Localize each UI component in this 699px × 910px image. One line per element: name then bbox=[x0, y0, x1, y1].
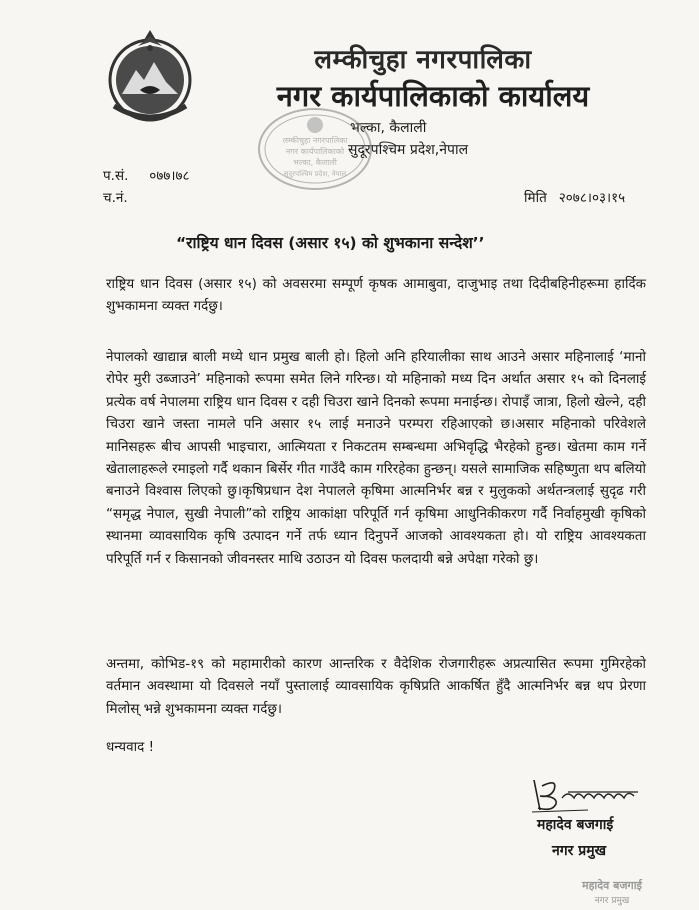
municipality-name: लम्कीचुहा नगरपालिका bbox=[314, 45, 532, 75]
paragraph-greeting: राष्ट्रिय धान दिवस (असार १५) को अवसरमा सम्पूर्ण कृषक आमाबुवा, दाजुभाइ तथा दिदीबहिनीहरूमा हार्दिक शुभकामना व्यक्त गर्दछु। bbox=[106, 276, 646, 315]
letter-subject: “राष्ट्रिय धान दिवस (असार १५) को शुभकाना सन्देश’’ bbox=[176, 234, 485, 252]
name-stamp bbox=[560, 878, 664, 908]
paragraph-closing: अन्तमा, कोभिड-१९ को महामारीको कारण आन्तरिक र वैदेशिक रोजगारीहरू अप्रत्यासित रूपमा गुमिरहेको वर्तमान अवस्थामा यो दिवसले नयाँ पुस्तालाई व्यावसायिक कृषिप्रति आकर्षित हुँदै आत्मनिर्भर बन्न थप प्रेरणा मिलोस् भन्ने शुभकामना व्यक्त गर्दछु। bbox=[106, 656, 646, 717]
seal-text-4: सुदूरपश्चिम प्रदेश, नेपाल bbox=[283, 170, 347, 178]
handwritten-signature-icon bbox=[528, 772, 658, 814]
reference-number-label: प.सं. bbox=[103, 168, 129, 184]
seal-text-2: नगर कार्यपालिकाको bbox=[285, 147, 345, 156]
dispatch-number-label: च.नं. bbox=[103, 190, 128, 206]
dispatch-number bbox=[103, 188, 128, 206]
signatory-name: महादेव बजगाई bbox=[537, 817, 614, 833]
nepal-government-emblem-icon bbox=[100, 28, 200, 124]
signatory-title: नगर प्रमुख bbox=[552, 843, 607, 859]
reference-number bbox=[103, 166, 190, 184]
paragraph-main: नेपालको खाद्यान्न बाली मध्ये धान प्रमुख बाली हो। हिलो अनि हरियालीका साथ आउने असार महिनालाई ‘मानो रोपेर मुरी उब्जाउने’ महिनाको रूपमा समेत लिने गरिन्छ। यो महिनाको मध्य दिन अर्थात असार १५ को दिनलाई प्रत्येक वर्ष नेपालमा राष्ट्रिय धान दिवस र दही चिउरा खाने दिनको रूपमा मनाईन्छ। रोपाइँ जात्रा, हिलो खेल्ने, दही चिउरा खाने जस्ता नामले पनि असार १५ लाई मनाउने परम्परा रहिआएको छ।असार महिनाको परिवेशले मानिसहरू बीच आपसी भाइचारा, आत्मियता र निकटतम सम्बन्धमा अभिवृद्धि भैरहेको हुन्छ। खेतमा काम गर्ने खेतालाहरूले रमाइलो गर्दै थकान बिर्सेर गीत गाउँदै काम गरिरहेका हुन्छन्। यसले सामाजिक सहिष्णुता थप बलियो बनाउने विश्वास लिएको छु।कृषिप्रधान देश नेपालले कृषिमा आत्मनिर्भर बन्न र मुलुकको अर्थतन्त्रलाई सुदृढ गरी “समृद्ध नेपाल, सुखी नेपाली”को राष्ट्रिय आकांक्षा परिपूर्ति गर्न कृषिमा आधुनिकीकरण गर्दै निर्वाहमुखी कृषिको स्थानमा व्यावसायिक कृषि उत्पादन गर्ने तर्फ ध्यान दिनुपर्ने आजको आवश्यकता हो। यो राष्ट्रिय आवश्यकता परिपूर्ति गर्न र किसानको जीवनस्तर माथि उठाउन यो दिवस फलदायी बन्ने अपेक्षा गरेको छु। bbox=[106, 349, 646, 567]
name-stamp-title: नगर प्रमुख bbox=[594, 896, 630, 906]
reference-number-value: ०७७।७८ bbox=[149, 168, 190, 184]
office-seal-icon bbox=[255, 105, 375, 193]
office-name: नगर कार्यपालिकाको कार्यालय bbox=[276, 79, 590, 113]
date-label: मिति bbox=[524, 190, 547, 206]
name-stamp-name: महादेव बजगाई bbox=[582, 879, 642, 892]
address-line-2: सुदूरपश्चिम प्रदेश,नेपाल bbox=[348, 142, 469, 158]
seal-text-3: भल्का, कैलाली bbox=[293, 158, 337, 167]
address-line-1: भल्का, कैलाली bbox=[350, 120, 427, 136]
thank-you-text: धन्यवाद ! bbox=[106, 739, 154, 755]
seal-text-1: लम्कीचुहा नगरपालिका bbox=[282, 136, 348, 145]
date-value: २०७८।०३।१५ bbox=[558, 190, 626, 206]
letter-date bbox=[524, 188, 625, 206]
